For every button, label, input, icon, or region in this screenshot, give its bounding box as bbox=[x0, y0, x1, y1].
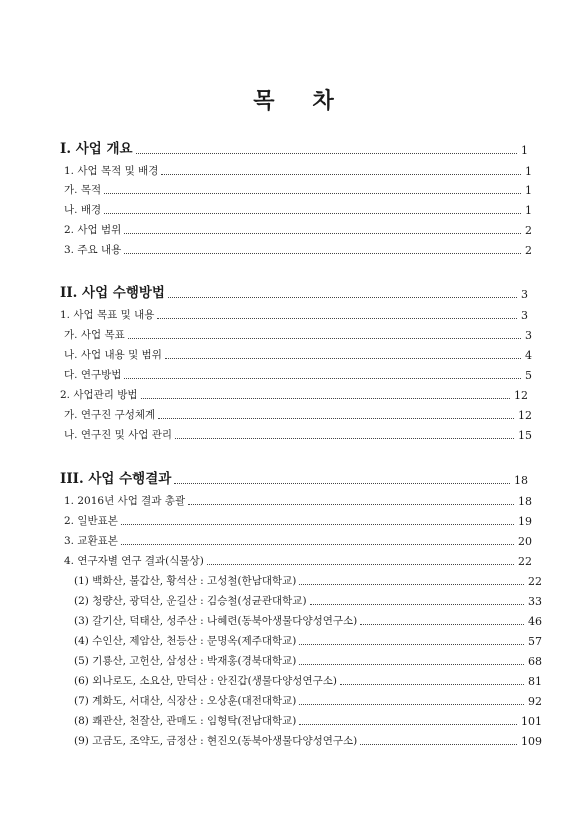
leader-dots bbox=[360, 624, 524, 625]
toc-entry-label: 가. 사업 목표 bbox=[64, 329, 125, 341]
toc-entry[interactable] bbox=[60, 386, 528, 402]
toc-page-number: 92 bbox=[528, 695, 542, 708]
leader-dots bbox=[340, 684, 524, 685]
toc-page-number: 68 bbox=[528, 655, 542, 668]
toc-entry-label: 2. 일반표본 bbox=[64, 515, 118, 527]
leader-dots bbox=[299, 704, 524, 705]
toc-entry-label: (7) 계화도, 서대산, 식장산 : 오상훈(대전대학교) bbox=[74, 695, 297, 707]
toc-page-number: 81 bbox=[528, 675, 542, 688]
toc-page-number: 22 bbox=[518, 555, 532, 568]
leader-dots bbox=[124, 378, 521, 379]
toc-entry[interactable] bbox=[60, 532, 532, 548]
leader-dots bbox=[299, 664, 524, 665]
toc-entry[interactable] bbox=[60, 692, 542, 708]
toc-section-label: II. 사업 수행방법 bbox=[60, 285, 165, 301]
leader-dots bbox=[124, 253, 521, 254]
leader-dots bbox=[165, 358, 521, 359]
toc-page-number: 1 bbox=[525, 204, 532, 217]
toc-entry-label: (1) 백화산, 불갑산, 황석산 : 고성철(한남대학교) bbox=[74, 575, 297, 587]
toc-entry-label: (3) 갈기산, 덕태산, 성주산 : 나혜련(동북아생물다양성연구소) bbox=[74, 615, 358, 627]
leader-dots bbox=[157, 318, 517, 319]
toc-entry-label: 4. 연구자별 연구 결과(식물상) bbox=[64, 555, 204, 567]
toc-entry[interactable] bbox=[60, 592, 542, 608]
toc-entry[interactable] bbox=[60, 672, 542, 688]
toc-page-number: 20 bbox=[518, 535, 532, 548]
leader-dots bbox=[104, 213, 521, 214]
leader-dots bbox=[121, 524, 514, 525]
toc-entry[interactable] bbox=[60, 572, 542, 588]
toc-entry[interactable] bbox=[60, 426, 532, 442]
toc-entry[interactable] bbox=[60, 406, 532, 422]
toc-entry-label: 3. 주요 내용 bbox=[64, 244, 122, 256]
toc-entry-label: (6) 외나로도, 소요산, 만덕산 : 안진갑(생물다양성연구소) bbox=[74, 675, 337, 687]
toc-entry[interactable] bbox=[60, 712, 542, 728]
leader-dots bbox=[299, 644, 524, 645]
toc-page-number: 5 bbox=[525, 369, 532, 382]
toc-page-number: 18 bbox=[514, 474, 528, 487]
toc-entry-label: 나. 연구진 및 사업 관리 bbox=[64, 429, 172, 441]
toc-page-number: 1 bbox=[525, 165, 532, 178]
toc-entry[interactable] bbox=[60, 306, 528, 322]
toc-section-label: I. 사업 개요 bbox=[60, 141, 133, 157]
leader-dots bbox=[158, 418, 514, 419]
toc-entry[interactable] bbox=[60, 241, 532, 257]
toc-page-number: 1 bbox=[521, 144, 528, 157]
toc-page-number: 46 bbox=[528, 615, 542, 628]
title-char-2: 차 bbox=[312, 88, 334, 114]
leader-dots bbox=[310, 604, 524, 605]
toc-entry[interactable] bbox=[60, 552, 532, 568]
toc-entry-label: 1. 2016년 사업 결과 총괄 bbox=[64, 495, 186, 507]
toc-entry[interactable] bbox=[60, 632, 542, 648]
leader-dots bbox=[299, 724, 517, 725]
toc-entry-label: 1. 사업 목적 및 배경 bbox=[64, 165, 159, 177]
toc-section-1[interactable] bbox=[60, 138, 528, 157]
toc-page-number: 18 bbox=[518, 495, 532, 508]
toc-entry[interactable] bbox=[60, 732, 542, 748]
toc-section-2[interactable] bbox=[60, 282, 528, 301]
toc-entry[interactable] bbox=[60, 162, 532, 178]
toc-entry-label: (8) 쾌관산, 천잘산, 관매도 : 임형탁(전남대학교) bbox=[74, 715, 297, 727]
toc-entry[interactable] bbox=[60, 512, 532, 528]
toc-page-number: 57 bbox=[528, 635, 542, 648]
title-char-1: 목 bbox=[253, 88, 275, 114]
leader-dots bbox=[174, 483, 510, 484]
toc-entry[interactable] bbox=[60, 612, 542, 628]
toc-entry-label: 2. 사업 범위 bbox=[64, 224, 122, 236]
toc-entry[interactable] bbox=[60, 201, 532, 217]
leader-dots bbox=[188, 504, 514, 505]
toc-page-number: 101 bbox=[521, 715, 542, 728]
toc-entry[interactable] bbox=[60, 221, 532, 237]
toc-entry-label: (4) 수인산, 제암산, 천등산 : 문명옥(제주대학교) bbox=[74, 635, 297, 647]
toc-entry-label: 가. 목적 bbox=[64, 184, 102, 196]
leader-dots bbox=[161, 174, 521, 175]
toc-entry-label: (2) 청량산, 광덕산, 운길산 : 김승철(성균관대학교) bbox=[74, 595, 307, 607]
leader-dots bbox=[136, 153, 517, 154]
toc-page-number: 22 bbox=[528, 575, 542, 588]
page-title bbox=[0, 84, 587, 115]
toc-entry-label: (5) 기룡산, 고헌산, 삼성산 : 박재홍(경북대학교) bbox=[74, 655, 297, 667]
toc-section-3[interactable] bbox=[60, 468, 528, 487]
toc-entry-label: 나. 배경 bbox=[64, 204, 102, 216]
toc-entry[interactable] bbox=[60, 346, 532, 362]
toc-page-number: 12 bbox=[514, 389, 528, 402]
toc-entry[interactable] bbox=[60, 652, 542, 668]
toc-page-number: 109 bbox=[521, 735, 542, 748]
leader-dots bbox=[168, 297, 517, 298]
toc-page-number: 15 bbox=[518, 429, 532, 442]
toc-entry-label: 가. 연구진 구성체계 bbox=[64, 409, 156, 421]
toc-entry-label: (9) 고금도, 조약도, 금정산 : 현진오(동북아생물다양성연구소) bbox=[74, 735, 358, 747]
leader-dots bbox=[207, 564, 514, 565]
toc-page-number: 1 bbox=[525, 184, 532, 197]
leader-dots bbox=[360, 744, 517, 745]
toc-page-number: 4 bbox=[525, 349, 532, 362]
toc-page-number: 33 bbox=[528, 595, 542, 608]
toc-entry-label: 1. 사업 목표 및 내용 bbox=[60, 309, 155, 321]
toc-entry-label: 다. 연구방법 bbox=[64, 369, 122, 381]
toc-page-number: 2 bbox=[525, 244, 532, 257]
toc-entry[interactable] bbox=[60, 492, 532, 508]
toc-section-label: III. 사업 수행결과 bbox=[60, 471, 172, 487]
leader-dots bbox=[141, 398, 510, 399]
leader-dots bbox=[175, 438, 514, 439]
leader-dots bbox=[124, 233, 521, 234]
leader-dots bbox=[299, 584, 524, 585]
toc-entry[interactable] bbox=[60, 326, 532, 342]
toc-entry-label: 2. 사업관리 방법 bbox=[60, 389, 138, 401]
toc-page-number: 3 bbox=[521, 288, 528, 301]
toc-page-number: 19 bbox=[518, 515, 532, 528]
toc-page-number: 12 bbox=[518, 409, 532, 422]
toc-entry-label: 3. 교환표본 bbox=[64, 535, 118, 547]
toc-page-number: 3 bbox=[525, 329, 532, 342]
toc-entry-label: 나. 사업 내용 및 범위 bbox=[64, 349, 162, 361]
toc-entry[interactable] bbox=[60, 366, 532, 382]
leader-dots bbox=[128, 338, 521, 339]
toc-page-number: 2 bbox=[525, 224, 532, 237]
leader-dots bbox=[104, 193, 521, 194]
toc-entry[interactable] bbox=[60, 181, 532, 197]
toc-page-number: 3 bbox=[521, 309, 528, 322]
leader-dots bbox=[121, 544, 514, 545]
